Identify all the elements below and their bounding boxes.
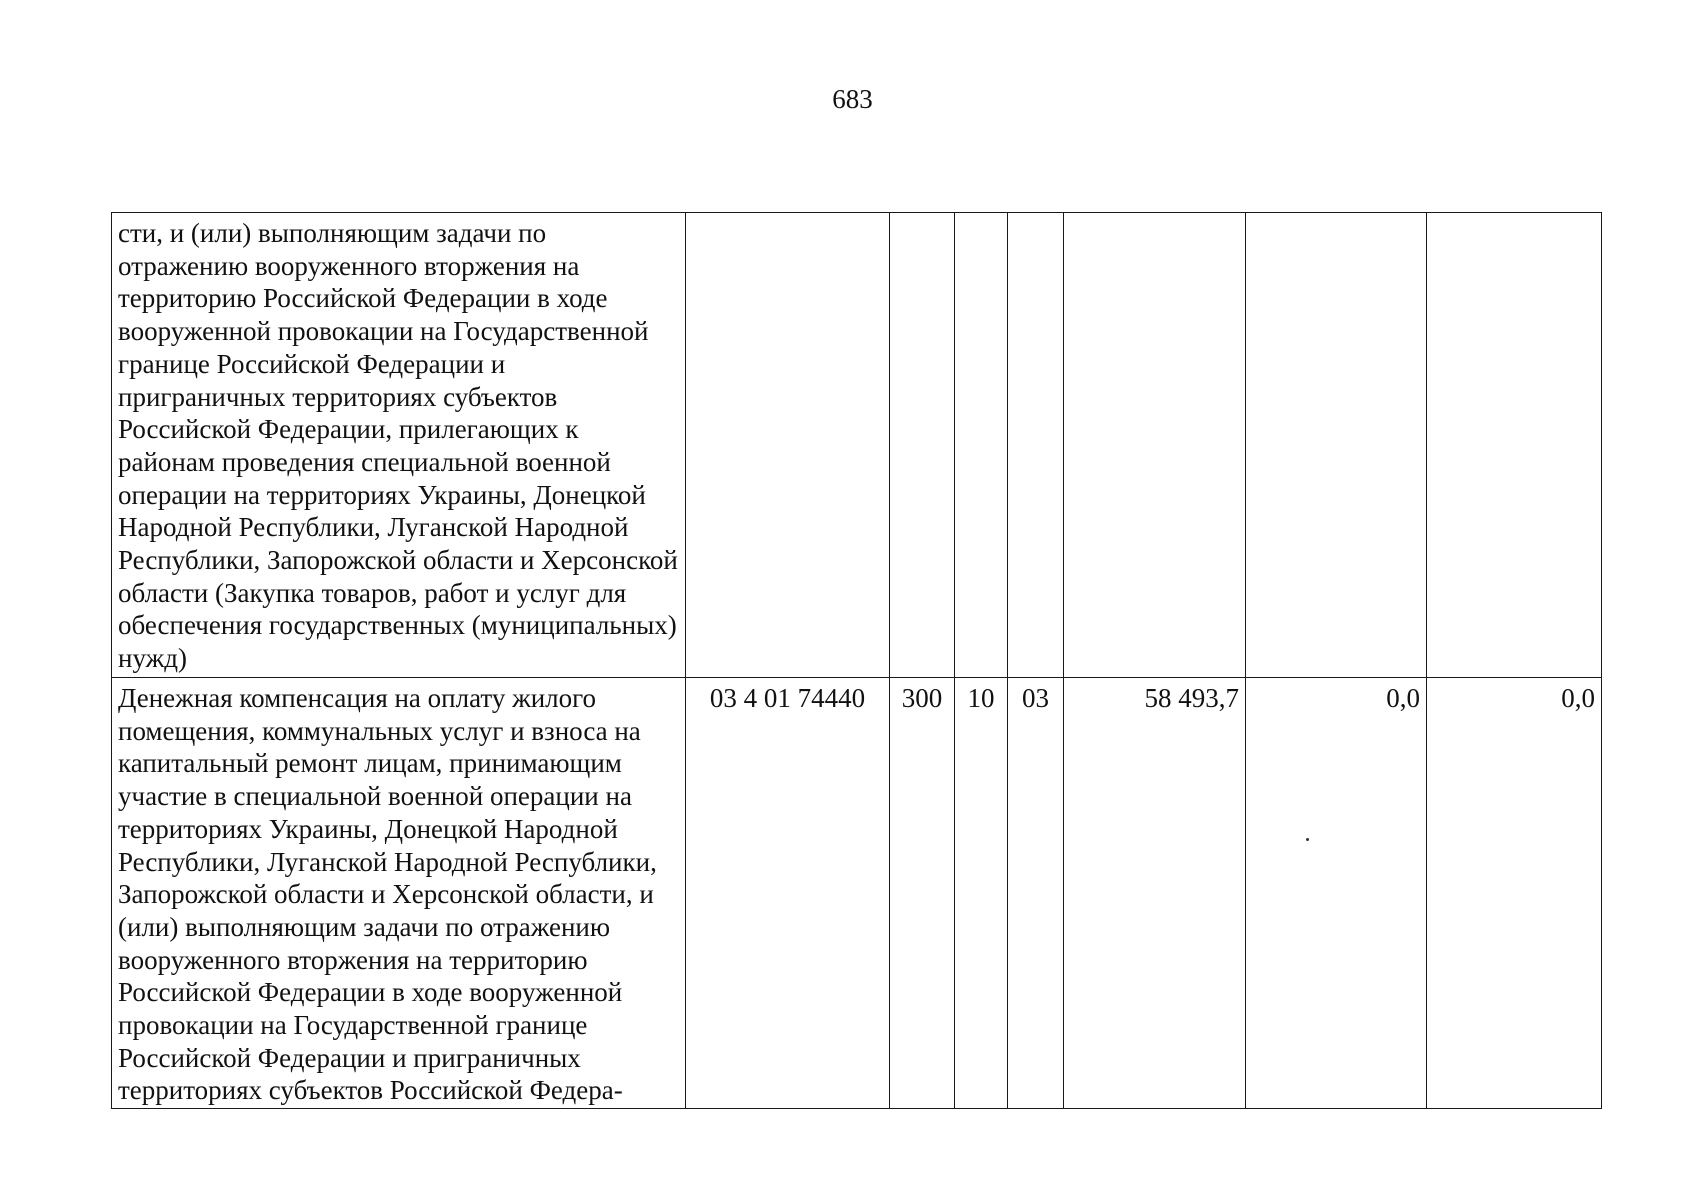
section-cell: 10 (955, 678, 1008, 1109)
amount-cell-1 (1064, 213, 1246, 678)
row-description: Денежная компенсация на оплату жилого помещения, коммунальных услуг и взноса на капитальный ремонт лицам, принимающим участие в специальной военной операции на территориях Украины, Донецкой Народной Республики, Луганской Народной Республики, Запорожской области и Херсонской области, и (или) выполняющим задачи по отражению вооруженного вторжения на территорию Российской Федерации в ходе вооруженной провокации на Государственной границе Российской Федерации и приграничных территориях субъектов Российской Федера- (112, 678, 686, 1109)
amount-cell-3 (1427, 213, 1602, 678)
amount-cell-2 (1246, 213, 1427, 678)
table-row (112, 213, 1602, 678)
section-cell (955, 213, 1008, 678)
subsection-cell (1008, 213, 1064, 678)
scan-speck (1306, 838, 1309, 841)
amount-cell-1: 58 493,7 (1064, 678, 1246, 1109)
row-description: сти, и (или) выполняющим задачи по отражению вооруженного вторжения на территорию Российской Федерации в ходе вооруженной провокации на Государственной границе Российской Федерации и приграничных территориях субъектов Российской Федерации, прилегающих к районам проведения специальной военной операции на территориях Украины, Донецкой Народной Республики, Луганской Народной Республики, Запорожской области и Херсонской области (Закупка товаров, работ и услуг для обеспечения государственных (муниципальных) нужд) (112, 213, 686, 678)
subsection-cell: 03 (1008, 678, 1064, 1109)
amount-cell-3: 0,0 (1427, 678, 1602, 1109)
target-article-cell (686, 213, 890, 678)
expense-type-cell: 300 (890, 678, 955, 1109)
budget-table (111, 212, 1602, 1109)
page-number: 683 (832, 84, 873, 114)
target-article-cell: 03 4 01 74440 (686, 678, 890, 1109)
table-row (112, 678, 1602, 1109)
expense-type-cell (890, 213, 955, 678)
amount-cell-2: 0,0 (1246, 678, 1427, 1109)
